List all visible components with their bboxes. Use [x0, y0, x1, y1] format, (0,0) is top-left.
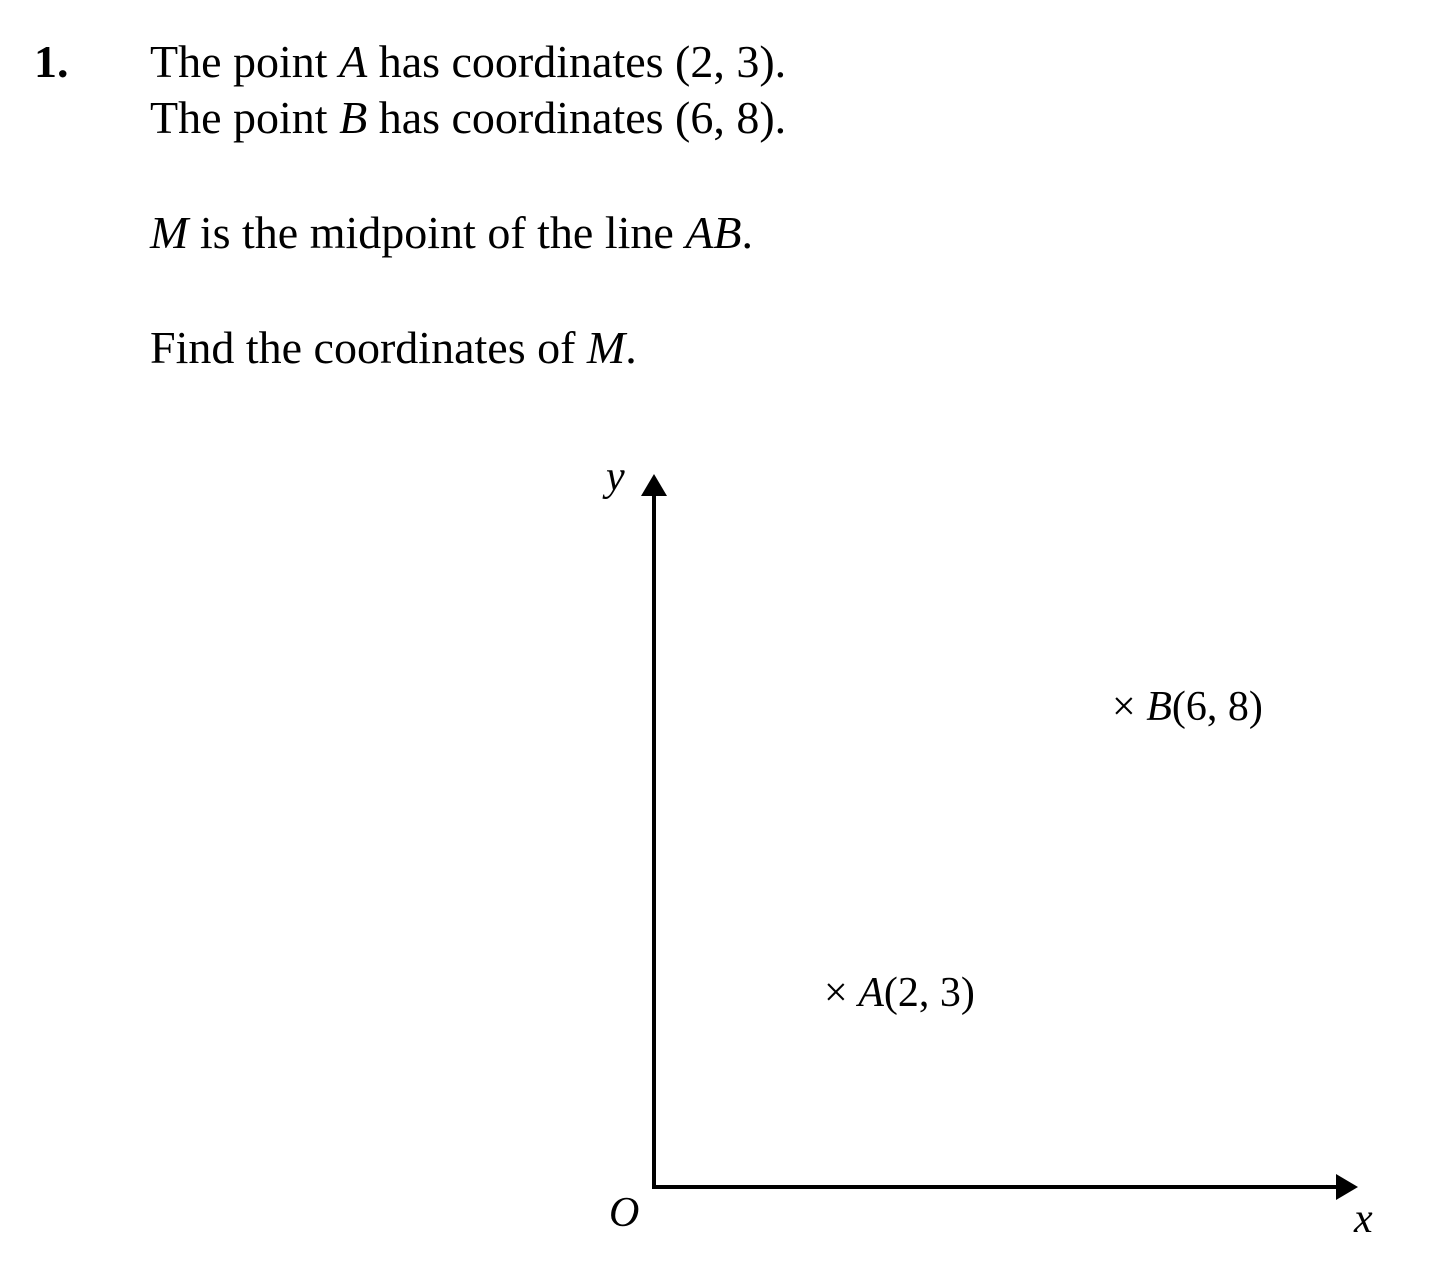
text-segment: Find the coordinates of [150, 322, 587, 373]
variable-ab: AB [685, 207, 742, 258]
point-label-a [824, 970, 975, 1016]
point-name-a: A [858, 970, 884, 1016]
point-marker-b: × [1112, 684, 1147, 730]
origin-label: O [609, 1190, 640, 1236]
variable-a: A [339, 36, 368, 87]
point-coords-a: (2, 3) [883, 970, 975, 1016]
text-segment: . [741, 207, 754, 258]
variable-b: B [339, 92, 368, 143]
variable-m: M [586, 322, 626, 373]
text-segment: The point [150, 36, 340, 87]
text-segment: . [625, 322, 637, 373]
text-segment: has coordinates (6, 8). [367, 92, 787, 143]
text-segment: has coordinates (2, 3). [367, 36, 787, 87]
text-segment: is the midpoint of the line [188, 207, 686, 258]
point-name-b: B [1146, 684, 1172, 730]
point-coords-b: (6, 8) [1171, 684, 1263, 730]
points-layer [824, 684, 1263, 1016]
point-marker-a: × [824, 970, 859, 1016]
variable-m: M [150, 207, 189, 258]
x-axis-label: x [1354, 1196, 1373, 1242]
y-axis-label: y [606, 454, 625, 500]
text-segment: The point [150, 92, 340, 143]
question-number: 1. [34, 36, 69, 87]
point-label-b [1112, 684, 1263, 730]
y-axis-arrow [641, 474, 667, 496]
